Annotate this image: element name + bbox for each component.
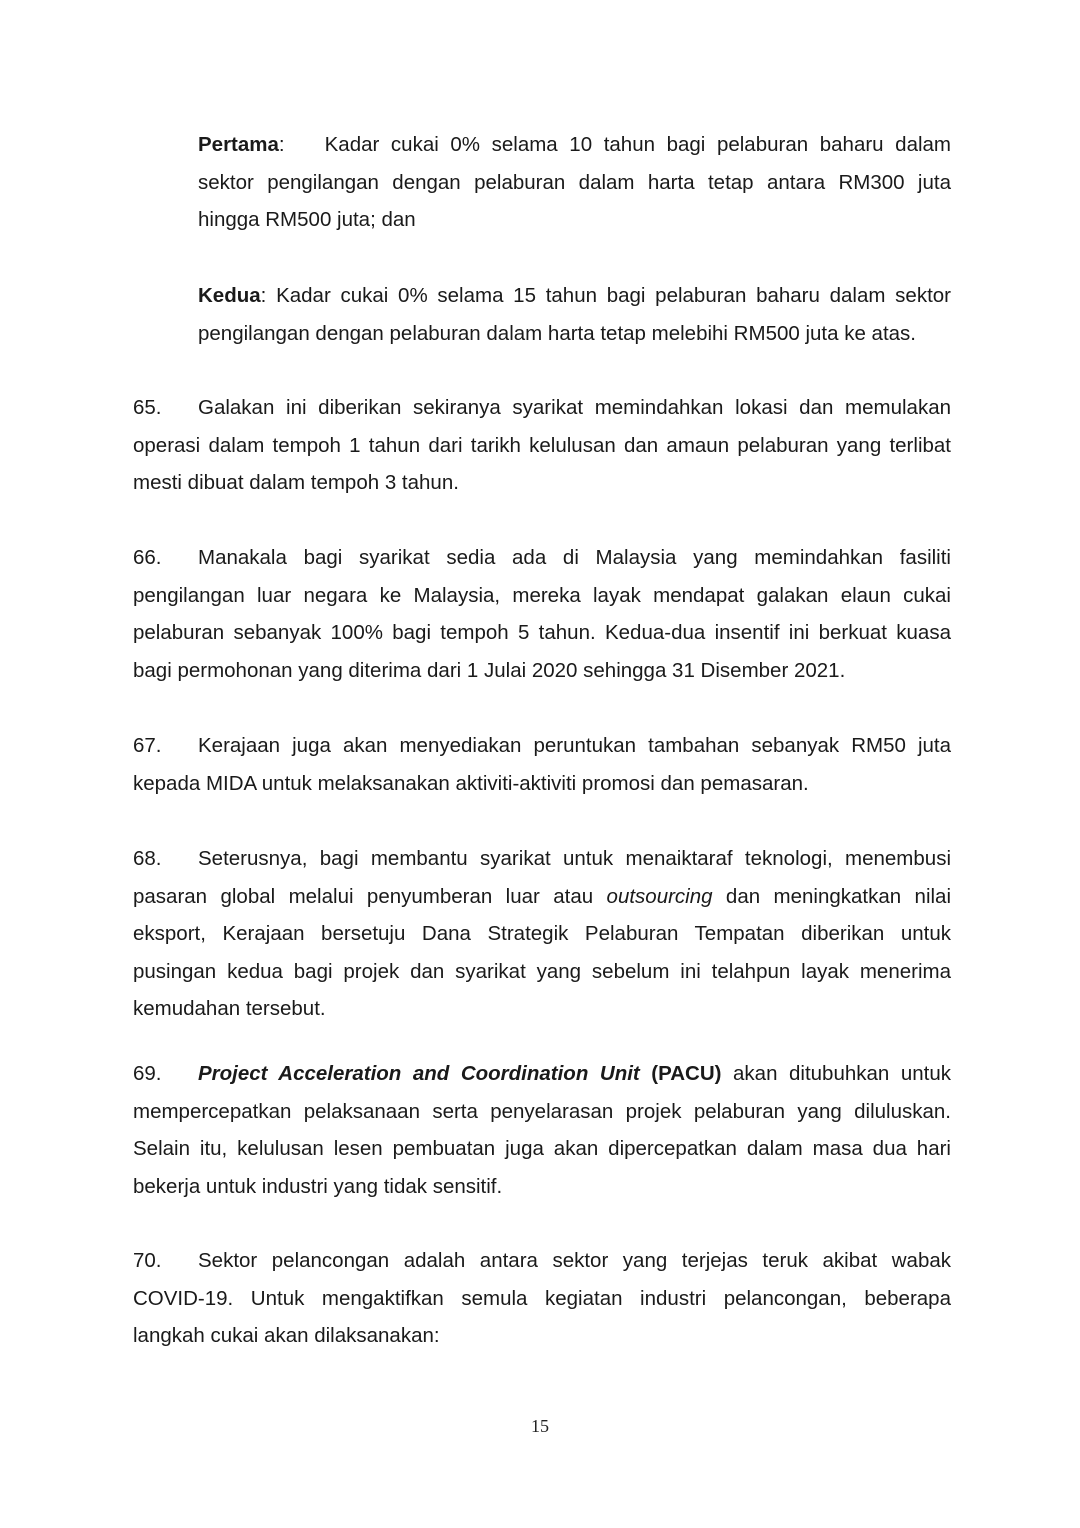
paragraph-number: 69. — [133, 1062, 162, 1085]
paragraph-66-text-1: Manakala bagi syarikat sedia ada di Malaysia yang memindahkan fasiliti — [198, 546, 951, 569]
page-number: 15 — [531, 1416, 549, 1436]
paragraph-67-text-1: Kerajaan juga akan menyediakan peruntukan tambahan sebanyak RM50 juta — [198, 734, 951, 757]
incentive-pertama-label: Pertama — [198, 133, 279, 156]
incentive-pertama-line-2: sektor pengilangan dengan pelaburan dalam harta tetap antara RM300 juta — [198, 170, 951, 194]
paragraph-66-line-2: pengilangan luar negara ke Malaysia, mereka layak mendapat galakan elaun cukai — [133, 583, 951, 607]
paragraph-70 — [133, 1242, 951, 1355]
paragraph-69-line-2: mempercepatkan pelaksanaan serta penyelarasan projek pelaburan yang diluluskan. — [133, 1099, 951, 1123]
paragraph-69-line-4: bekerja untuk industri yang tidak sensitif. — [133, 1174, 503, 1198]
paragraph-68-text-2b: dan meningkatkan nilai — [712, 884, 952, 908]
paragraph-67 — [133, 727, 951, 802]
paragraph-66-line-4: bagi permohonan yang diterima dari 1 Julai 2020 sehingga 31 Disember 2021. — [133, 658, 846, 682]
paragraph-66 — [133, 539, 951, 689]
incentive-kedua-line-2: pengilangan dengan pelaburan dalam harta tetap melebihi RM500 juta ke atas. — [198, 321, 917, 345]
paragraph-65-line-1 — [133, 389, 951, 427]
paragraph-65 — [133, 389, 951, 502]
incentive-kedua-label: Kedua — [198, 284, 261, 307]
incentive-pertama-colon: : — [278, 133, 285, 156]
paragraph-70-text-1: Sektor pelancongan adalah antara sektor yang terjejas teruk akibat wabak — [198, 1249, 951, 1272]
paragraph-65-line-3: mesti dibuat dalam tempoh 3 tahun. — [133, 471, 459, 495]
paragraph-68 — [133, 840, 951, 1028]
incentive-pertama-line-1 — [198, 126, 951, 164]
paragraph-70-line-3: langkah cukai akan dilaksanakan: — [133, 1324, 440, 1348]
paragraph-69-line-3: Selain itu, kelulusan lesen pembuatan juga akan dipercepatkan dalam masa dua hari — [133, 1137, 951, 1161]
paragraph-68-text-2a: pasaran global melalui penyumberan luar atau — [133, 884, 607, 908]
incentive-kedua — [198, 277, 951, 352]
paragraph-66-line-1 — [133, 539, 951, 577]
paragraph-69-text-1: akan ditubuhkan untuk — [721, 1062, 951, 1085]
paragraph-number: 68. — [133, 847, 162, 870]
incentive-pertama-text-1: Kadar cukai 0% selama 10 tahun bagi pelaburan baharu dalam — [324, 133, 951, 156]
paragraph-68-line-4: pusingan kedua bagi projek dan syarikat yang sebelum ini telahpun layak menerima — [133, 959, 951, 983]
paragraph-68-line-5: kemudahan tersebut. — [133, 997, 326, 1021]
paragraph-68-line-1 — [133, 840, 951, 878]
incentive-kedua-line-1 — [198, 277, 951, 315]
paragraph-65-text-1: Galakan ini diberikan sekiranya syarikat memindahkan lokasi dan memulakan — [198, 396, 951, 419]
paragraph-67-line-1 — [133, 727, 951, 765]
paragraph-70-line-1 — [133, 1242, 951, 1280]
paragraph-65-line-2: operasi dalam tempoh 1 tahun dari tarikh kelulusan dan amaun pelaburan yang terlibat — [133, 433, 951, 457]
incentive-pertama — [198, 126, 951, 239]
incentive-pertama-line-3: hingga RM500 juta; dan — [198, 208, 416, 232]
paragraph-number: 67. — [133, 734, 162, 757]
paragraph-68-text-1: Seterusnya, bagi membantu syarikat untuk menaiktaraf teknologi, menembusi — [198, 847, 951, 870]
paragraph-68-line-3: eksport, Kerajaan bersetuju Dana Strategik Pelaburan Tempatan diberikan untuk — [133, 922, 951, 946]
incentive-kedua-text-1: : Kadar cukai 0% selama 15 tahun bagi pelaburan baharu dalam sektor — [260, 284, 951, 307]
paragraph-67-line-2: kepada MIDA untuk melaksanakan aktiviti-aktiviti promosi dan pemasaran. — [133, 771, 809, 795]
paragraph-69-line-1 — [133, 1055, 951, 1093]
paragraph-66-line-3: pelaburan sebanyak 100% bagi tempoh 5 tahun. Kedua-dua insentif ini berkuat kuasa — [133, 621, 951, 645]
paragraph-number: 66. — [133, 546, 162, 569]
paragraph-68-italic-term: outsourcing — [606, 884, 713, 908]
paragraph-69-bold-acronym: (PACU) — [639, 1062, 722, 1085]
paragraph-70-line-2: COVID-19. Untuk mengaktifkan semula kegiatan industri pelancongan, beberapa — [133, 1286, 951, 1310]
paragraph-69-bold-italic-term: Project Acceleration and Coordination Unit — [198, 1062, 640, 1085]
paragraph-number: 70. — [133, 1249, 162, 1272]
paragraph-69 — [133, 1055, 951, 1205]
paragraph-68-line-2 — [133, 878, 951, 916]
paragraph-number: 65. — [133, 396, 162, 419]
